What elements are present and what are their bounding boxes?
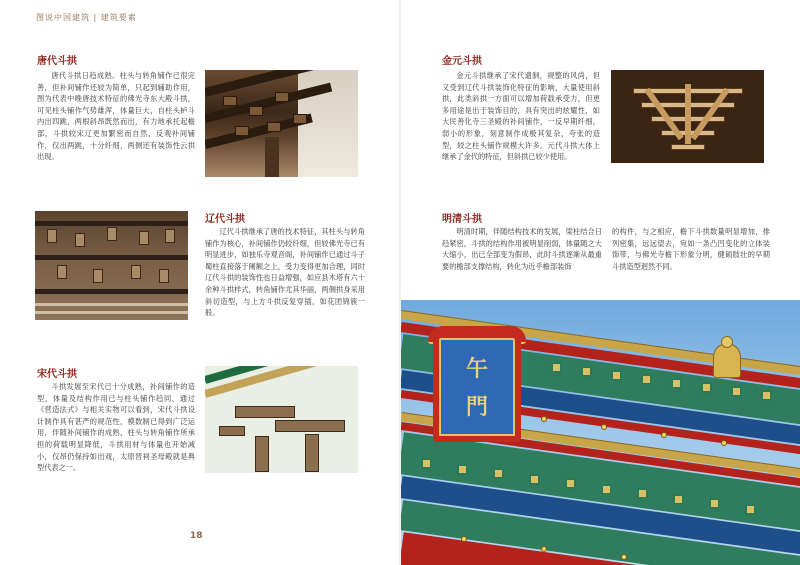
section-body-tang: 唐代斗拱日趋成熟。柱头与转角铺作已很完善，但补间铺作还较为简单，只起到辅助作用，图为代表中晚唐技术特征的佛光寺东大殿斗拱，可见柱头铺作气势雄浑，体量巨大，自柱头栌斗内出四跳，两根斜昂既然而出，有力地承托起檐部，斗拱较宋辽更加繁密而自然，反观补间铺作，仅出两跳，十分纤细，两侧还有装饰性云拱出现。	[37, 71, 195, 162]
photo-jinyuan-dougong	[611, 70, 764, 163]
section-body-song: 斗拱发展至宋代已十分成熟，补间铺作的造型，体量及结构作用已与柱头铺作趋同，通过《营造法式》与相关实物可以看到，宋代斗拱设计制作具有甚严的规范性，模数制已得到广泛运用，伴随补间铺作的成熟，柱头与转角铺作所承担的荷载明显降低，斗拱用材与体量也开始减小，仅昂仍保持如出戏，太原晋祠圣母殿就是典型代表之一。	[37, 382, 195, 473]
roof-finial-ornament	[707, 336, 747, 380]
photo-song-eave	[205, 366, 358, 473]
plaque-char-bottom: 門	[465, 394, 488, 420]
photo-liao-pagoda	[35, 211, 188, 320]
section-title-tang: 唐代斗拱	[37, 56, 77, 67]
section-body-mingqing-col1: 明清时期，伴随结构技术的发展，梁柱结合日趋紧密，斗拱的结构作用被明显削弱，体量随之大大缩小，出已全部变为假昂，此时斗拱逐渐从最重要的檐部支撑结构，转化为近乎檐部装饰	[442, 227, 602, 271]
section-body-mingqing-col2: 的构件，与之相应，檐下斗拱数量明显增加，排列密集，远远望去，宛如一条凸凹变化的立体装饰带，与佛光寺檐下形象分明，健硕肢壮的早期斗拱造型迥然不同。	[612, 227, 770, 271]
section-title-song: 宋代斗拱	[37, 369, 77, 380]
gate-name-plaque	[433, 332, 521, 442]
section-title-mingqing: 明清斗拱	[442, 214, 482, 225]
section-title-liao: 辽代斗拱	[205, 214, 245, 225]
section-body-jinyuan: 金元斗拱继承了宋代遗制，规整的风尚，但又受到辽代斗拱装饰化特征的影响，大量使用斜拱，此类斜拱一方面可以增加荷载承受力，但更多用途是出于装饰目的，具有突出的炫耀性，如大民善化寺三圣殿的补间铺作，一反早期纤细，弱小的形象，刻意制作成极其复杂，夸张的造型，较之柱头铺作规模大许多。元代斗拱大体上继承了金代的特征，但斜拱已较少使用。	[442, 71, 600, 162]
page-number: 18	[190, 531, 203, 541]
running-head: 图说中国建筑 | 建筑要素	[36, 13, 137, 22]
photo-tang-dougong	[205, 70, 358, 177]
section-title-jinyuan: 金元斗拱	[442, 56, 482, 67]
plaque-char-top: 午	[465, 356, 488, 382]
section-body-liao: 辽代斗拱继承了唐的技术特征，其柱头与转角铺作为核心，补间铺作仍较纤细，但较佛光寺已有明显进步，如独乐寺观音阁，补间铺作已通过斗子蜀柱直接落于阑额之上，受力变得更加合理，同时辽代斗拱的装饰性也日益增强，如应县木塔有六十余种斗拱样式，转角铺作尤其华丽，两侧拱身采用斜切造型，与上方斗拱反复穿插，如花团锦簇一般。	[205, 227, 365, 318]
